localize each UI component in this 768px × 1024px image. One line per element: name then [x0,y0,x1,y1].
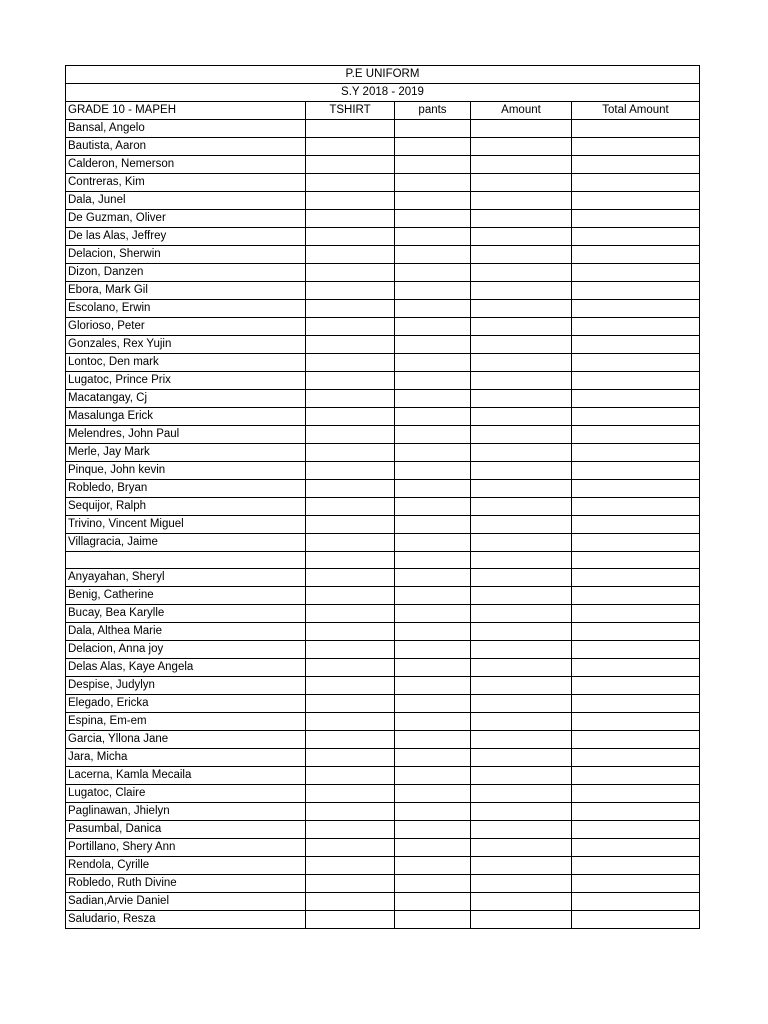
pants-cell [395,210,471,228]
amount-cell [471,516,572,534]
tshirt-cell [306,264,395,282]
tshirt-cell [306,138,395,156]
total-amount-cell [572,659,700,677]
total-amount-cell [572,318,700,336]
section-header: GRADE 10 - MAPEH [66,102,306,120]
total-amount-cell [572,875,700,893]
pants-cell [395,659,471,677]
pants-cell [395,390,471,408]
amount-cell [471,821,572,839]
amount-cell [471,695,572,713]
student-row [66,372,700,390]
amount-cell [471,138,572,156]
pants-cell [395,569,471,587]
tshirt-cell [306,480,395,498]
total-amount-cell [572,569,700,587]
tshirt-cell [306,821,395,839]
student-row [66,552,700,569]
student-name: Pinque, John kevin [66,462,306,480]
student-name: Portillano, Shery Ann [66,839,306,857]
pants-cell [395,605,471,623]
amount-cell [471,534,572,552]
amount-cell [471,785,572,803]
total-amount-cell [572,300,700,318]
amount-cell [471,372,572,390]
total-amount-cell [572,605,700,623]
tshirt-cell [306,408,395,426]
amount-cell [471,282,572,300]
student-name: Gonzales, Rex Yujin [66,336,306,354]
pants-cell [395,731,471,749]
total-amount-cell [572,192,700,210]
pants-cell [395,246,471,264]
student-name: Lacerna, Kamla Mecaila [66,767,306,785]
school-year: S.Y 2018 - 2019 [66,84,700,102]
school-year-row [66,84,700,102]
student-name: Contreras, Kim [66,174,306,192]
student-name: Masalunga Erick [66,408,306,426]
pants-cell [395,282,471,300]
pants-cell [395,498,471,516]
student-name: Sadian,Arvie Daniel [66,893,306,911]
tshirt-cell [306,713,395,731]
student-row [66,282,700,300]
total-amount-cell [572,138,700,156]
student-name: Pasumbal, Danica [66,821,306,839]
pants-cell [395,174,471,192]
pants-cell [395,300,471,318]
amount-cell [471,192,572,210]
tshirt-cell [306,623,395,641]
student-name: Garcia, Yllona Jane [66,731,306,749]
total-amount-cell [572,426,700,444]
student-name: Delacion, Sherwin [66,246,306,264]
tshirt-cell [306,156,395,174]
total-amount-cell [572,228,700,246]
amount-cell [471,210,572,228]
tshirt-cell [306,534,395,552]
tshirt-cell [306,587,395,605]
amount-cell [471,857,572,875]
student-name: Bansal, Angelo [66,120,306,138]
total-amount-cell [572,120,700,138]
pants-cell [395,534,471,552]
total-amount-cell [572,534,700,552]
student-name: Bucay, Bea Karylle [66,605,306,623]
pants-cell [395,677,471,695]
total-amount-cell [572,552,700,569]
total-amount-cell [572,839,700,857]
tshirt-cell [306,318,395,336]
student-row [66,228,700,246]
pants-cell [395,120,471,138]
student-name: Elegado, Ericka [66,695,306,713]
student-row [66,875,700,893]
total-amount-cell [572,462,700,480]
student-row [66,264,700,282]
pants-cell [395,444,471,462]
student-row [66,120,700,138]
student-name: Espina, Em-em [66,713,306,731]
amount-cell [471,354,572,372]
student-name: Lontoc, Den mark [66,354,306,372]
pants-cell [395,713,471,731]
total-amount-cell [572,174,700,192]
pants-cell [395,695,471,713]
student-row [66,677,700,695]
total-amount-cell [572,641,700,659]
tshirt-cell [306,803,395,821]
pants-cell [395,156,471,174]
student-row [66,534,700,552]
student-name: Macatangay, Cj [66,390,306,408]
student-name: Trivino, Vincent Miguel [66,516,306,534]
amount-cell [471,120,572,138]
total-amount-cell [572,623,700,641]
tshirt-cell [306,516,395,534]
tshirt-cell [306,677,395,695]
amount-cell [471,264,572,282]
student-row [66,803,700,821]
title-row [66,66,700,84]
tshirt-cell [306,174,395,192]
student-name: Sequijor, Ralph [66,498,306,516]
tshirt-cell [306,336,395,354]
student-row [66,462,700,480]
amount-cell [471,911,572,929]
amount-cell [471,156,572,174]
student-name: Delas Alas, Kaye Angela [66,659,306,677]
amount-cell [471,839,572,857]
total-amount-cell [572,713,700,731]
student-name: Delacion, Anna joy [66,641,306,659]
student-row [66,749,700,767]
student-row [66,498,700,516]
student-row [66,516,700,534]
student-row [66,246,700,264]
student-name: Robledo, Ruth Divine [66,875,306,893]
total-amount-cell [572,911,700,929]
tshirt-cell [306,192,395,210]
student-row [66,623,700,641]
student-name: Jara, Micha [66,749,306,767]
tshirt-cell [306,210,395,228]
pants-cell [395,480,471,498]
total-amount-cell [572,893,700,911]
pants-cell [395,749,471,767]
total-amount-cell [572,516,700,534]
student-row [66,390,700,408]
tshirt-cell [306,857,395,875]
student-row [66,336,700,354]
pants-cell [395,516,471,534]
pants-cell [395,767,471,785]
total-amount-cell [572,210,700,228]
total-amount-cell [572,821,700,839]
total-amount-header: Total Amount [572,102,700,120]
pants-cell [395,264,471,282]
total-amount-cell [572,156,700,174]
student-row [66,839,700,857]
amount-cell [471,408,572,426]
tshirt-cell [306,749,395,767]
tshirt-cell [306,282,395,300]
amount-cell [471,677,572,695]
amount-cell [471,731,572,749]
total-amount-cell [572,444,700,462]
amount-cell [471,767,572,785]
student-name: Paglinawan, Jhielyn [66,803,306,821]
total-amount-cell [572,498,700,516]
amount-cell [471,480,572,498]
total-amount-cell [572,390,700,408]
pants-cell [395,372,471,390]
student-row [66,138,700,156]
student-row [66,444,700,462]
pants-cell [395,587,471,605]
pants-cell [395,857,471,875]
student-row [66,659,700,677]
total-amount-cell [572,282,700,300]
pe-uniform-table [65,65,700,929]
tshirt-cell [306,893,395,911]
student-name: Ebora, Mark Gil [66,282,306,300]
amount-cell [471,444,572,462]
student-row [66,192,700,210]
student-row [66,731,700,749]
amount-cell [471,498,572,516]
amount-cell [471,390,572,408]
amount-cell [471,336,572,354]
tshirt-cell [306,569,395,587]
student-row [66,767,700,785]
pants-cell [395,623,471,641]
total-amount-cell [572,480,700,498]
pants-cell [395,138,471,156]
student-row [66,174,700,192]
total-amount-cell [572,246,700,264]
tshirt-cell [306,354,395,372]
amount-cell [471,318,572,336]
total-amount-cell [572,731,700,749]
total-amount-cell [572,408,700,426]
total-amount-cell [572,372,700,390]
total-amount-cell [572,587,700,605]
amount-cell [471,569,572,587]
student-name [66,552,306,569]
student-name: Despise, Judylyn [66,677,306,695]
pants-cell [395,462,471,480]
sheet-title: P.E UNIFORM [66,66,700,84]
tshirt-cell [306,246,395,264]
pants-cell [395,552,471,569]
tshirt-cell [306,731,395,749]
header-row [66,102,700,120]
total-amount-cell [572,677,700,695]
total-amount-cell [572,264,700,282]
amount-cell [471,174,572,192]
student-name: Villagracia, Jaime [66,534,306,552]
student-row [66,156,700,174]
student-row [66,641,700,659]
student-name: Escolano, Erwin [66,300,306,318]
amount-cell [471,659,572,677]
tshirt-cell [306,444,395,462]
total-amount-cell [572,767,700,785]
student-name: Benig, Catherine [66,587,306,605]
student-name: Melendres, John Paul [66,426,306,444]
tshirt-cell [306,695,395,713]
amount-cell [471,246,572,264]
pants-cell [395,875,471,893]
student-row [66,911,700,929]
total-amount-cell [572,785,700,803]
amount-cell [471,749,572,767]
pants-cell [395,839,471,857]
student-name: Anyayahan, Sheryl [66,569,306,587]
tshirt-cell [306,875,395,893]
tshirt-cell [306,498,395,516]
student-row [66,210,700,228]
tshirt-cell [306,605,395,623]
pants-cell [395,336,471,354]
total-amount-cell [572,354,700,372]
pants-cell [395,192,471,210]
tshirt-cell [306,390,395,408]
tshirt-cell [306,785,395,803]
total-amount-cell [572,695,700,713]
student-row [66,318,700,336]
pants-cell [395,426,471,444]
pants-cell [395,893,471,911]
student-row [66,426,700,444]
amount-cell [471,552,572,569]
amount-cell [471,803,572,821]
student-row [66,587,700,605]
student-row [66,821,700,839]
total-amount-cell [572,336,700,354]
pants-cell [395,803,471,821]
amount-cell [471,893,572,911]
total-amount-cell [572,857,700,875]
amount-cell [471,228,572,246]
tshirt-cell [306,641,395,659]
student-row [66,713,700,731]
amount-cell [471,623,572,641]
student-name: Saludario, Resza [66,911,306,929]
tshirt-cell [306,228,395,246]
amount-cell [471,641,572,659]
amount-header: Amount [471,102,572,120]
tshirt-cell [306,372,395,390]
student-row [66,300,700,318]
amount-cell [471,462,572,480]
student-row [66,354,700,372]
student-name: Merle, Jay Mark [66,444,306,462]
student-name: Bautista, Aaron [66,138,306,156]
tshirt-cell [306,462,395,480]
total-amount-cell [572,803,700,821]
student-row [66,893,700,911]
student-name: Calderon, Nemerson [66,156,306,174]
tshirt-cell [306,839,395,857]
tshirt-cell [306,426,395,444]
total-amount-cell [572,749,700,767]
pants-cell [395,318,471,336]
pants-header: pants [395,102,471,120]
pants-cell [395,821,471,839]
student-row [66,569,700,587]
student-name: Lugatoc, Prince Prix [66,372,306,390]
pants-cell [395,354,471,372]
amount-cell [471,426,572,444]
tshirt-header: TSHIRT [306,102,395,120]
amount-cell [471,875,572,893]
amount-cell [471,587,572,605]
tshirt-cell [306,552,395,569]
pants-cell [395,408,471,426]
amount-cell [471,605,572,623]
tshirt-cell [306,911,395,929]
student-name: Dala, Althea Marie [66,623,306,641]
pants-cell [395,641,471,659]
pants-cell [395,785,471,803]
tshirt-cell [306,767,395,785]
tshirt-cell [306,300,395,318]
student-row [66,785,700,803]
tshirt-cell [306,659,395,677]
student-name: Robledo, Bryan [66,480,306,498]
student-name: De las Alas, Jeffrey [66,228,306,246]
student-row [66,408,700,426]
student-row [66,605,700,623]
student-name: Lugatoc, Claire [66,785,306,803]
pants-cell [395,911,471,929]
student-row [66,695,700,713]
student-row [66,857,700,875]
student-name: Dala, Junel [66,192,306,210]
pants-cell [395,228,471,246]
student-name: Glorioso, Peter [66,318,306,336]
student-name: Dizon, Danzen [66,264,306,282]
tshirt-cell [306,120,395,138]
amount-cell [471,713,572,731]
amount-cell [471,300,572,318]
student-name: De Guzman, Oliver [66,210,306,228]
student-name: Rendola, Cyrille [66,857,306,875]
student-row [66,480,700,498]
